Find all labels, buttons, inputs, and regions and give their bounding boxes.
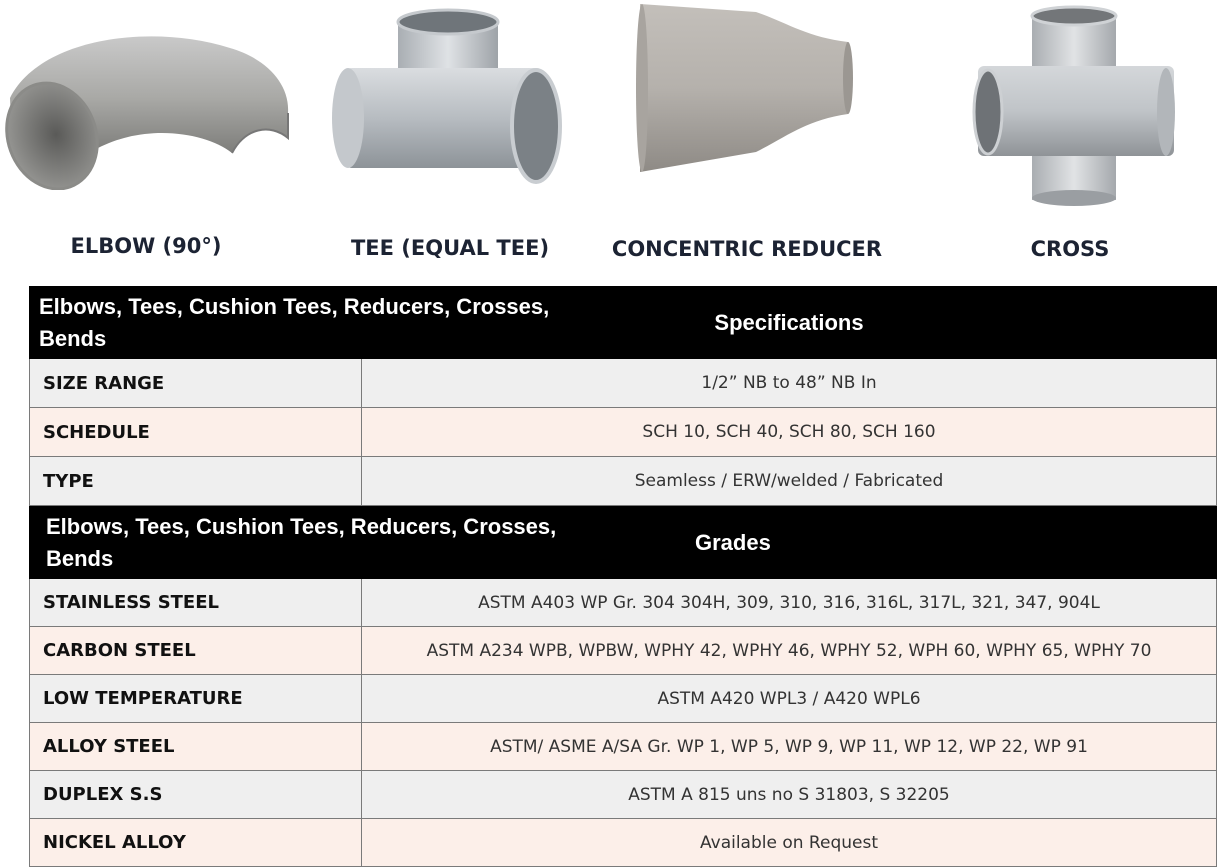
specifications-header-products-text: Elbows, Tees, Cushion Tees, Reducers, Crosses, Bends — [39, 293, 550, 351]
specifications-header-title: Specifications — [362, 287, 1217, 359]
tee-fitting-image — [330, 8, 564, 186]
table-row — [30, 359, 1217, 408]
caption-reducer: CONCENTRIC REDUCER — [611, 237, 883, 261]
grades-table — [29, 506, 1217, 867]
grades-header-title: Grades — [362, 507, 1217, 579]
specifications-header-row — [30, 287, 1217, 359]
row-value: Seamless / ERW/welded / Fabricated — [362, 457, 1217, 506]
row-label: CARBON STEEL — [30, 627, 362, 675]
caption-elbow: ELBOW (90°) — [70, 234, 222, 258]
grades-header-products — [30, 507, 557, 579]
row-label: ALLOY STEEL — [30, 723, 362, 771]
table-row — [30, 675, 1217, 723]
table-row — [30, 408, 1217, 457]
row-value: 1/2” NB to 48” NB In — [362, 359, 1217, 408]
table-row — [30, 627, 1217, 675]
row-label: NICKEL ALLOY — [30, 819, 362, 867]
row-label: TYPE — [30, 457, 362, 506]
caption-tee: TEE (EQUAL TEE) — [350, 236, 550, 260]
table-row — [30, 457, 1217, 506]
row-value: ASTM A420 WPL3 / A420 WPL6 — [362, 675, 1217, 723]
row-label: SCHEDULE — [30, 408, 362, 457]
reducer-fitting-image — [636, 2, 854, 174]
row-value: SCH 10, SCH 40, SCH 80, SCH 160 — [362, 408, 1217, 457]
row-label: LOW TEMPERATURE — [30, 675, 362, 723]
table-row — [30, 723, 1217, 771]
row-value: Available on Request — [362, 819, 1217, 867]
row-value: ASTM A 815 uns no S 31803, S 32205 — [362, 771, 1217, 819]
caption-cross: CROSS — [1030, 237, 1110, 261]
row-value: ASTM/ ASME A/SA Gr. WP 1, WP 5, WP 9, WP 11, WP 12, WP 22, WP 91 — [362, 723, 1217, 771]
grades-header-row — [30, 507, 1217, 579]
row-label: SIZE RANGE — [30, 359, 362, 408]
table-row — [30, 579, 1217, 627]
elbow-fitting-image — [0, 28, 292, 190]
specifications-table — [29, 286, 1217, 506]
table-row — [30, 771, 1217, 819]
table-row — [30, 819, 1217, 867]
cross-fitting-image — [970, 4, 1180, 208]
row-label: STAINLESS STEEL — [30, 579, 362, 627]
row-value: ASTM A403 WP Gr. 304 304H, 309, 310, 316, 316L, 317L, 321, 347, 904L — [362, 579, 1217, 627]
row-value: ASTM A234 WPB, WPBW, WPHY 42, WPHY 46, WPHY 52, WPH 60, WPHY 65, WPHY 70 — [362, 627, 1217, 675]
row-label: DUPLEX S.S — [30, 771, 362, 819]
specifications-header-products — [30, 287, 550, 359]
grades-header-products-text: Elbows, Tees, Cushion Tees, Reducers, Crosses, Bends — [46, 513, 557, 571]
